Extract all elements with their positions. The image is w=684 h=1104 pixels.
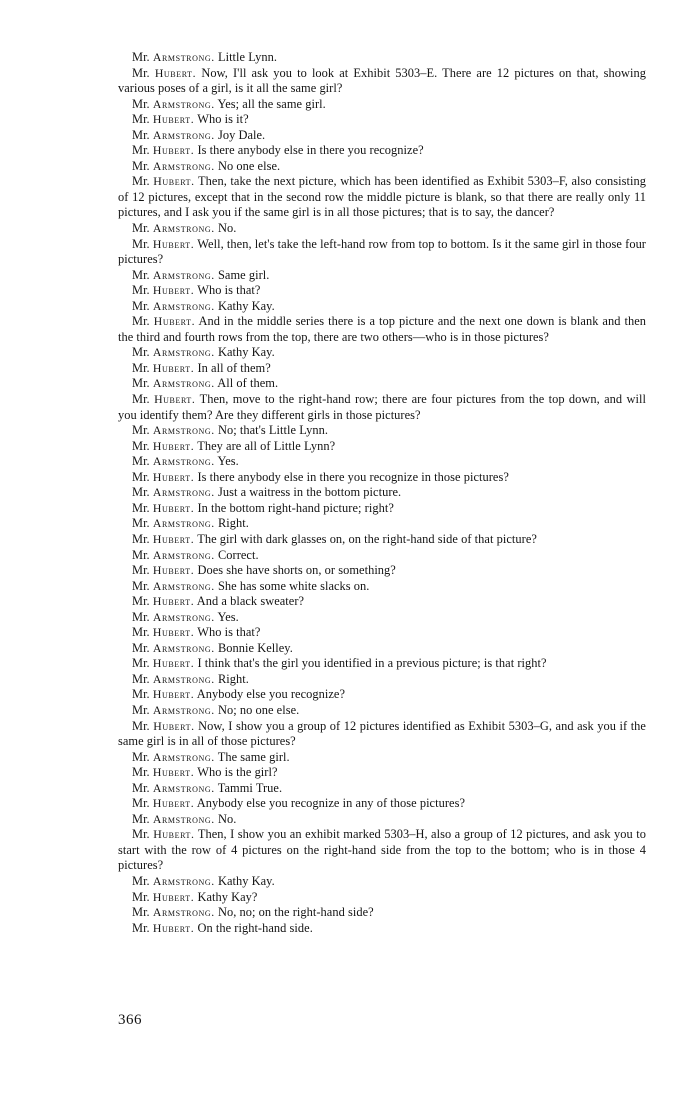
speaker-title: Mr. <box>132 454 150 469</box>
speaker-name: Armstrong. <box>152 749 215 764</box>
speaker-name: Armstrong. <box>152 609 215 624</box>
spoken-text: No; no one else. <box>217 702 300 717</box>
spoken-text: Kathy Kay. <box>217 345 275 360</box>
spoken-text: Correct. <box>217 547 259 562</box>
speaker-title: Mr. <box>132 780 150 795</box>
spoken-text: Kathy Kay. <box>217 873 275 888</box>
testimony-line <box>118 796 646 812</box>
speaker-name: Hubert. <box>152 625 195 640</box>
spoken-text: They are all of Little Lynn? <box>197 438 336 453</box>
speaker-title: Mr. <box>132 267 150 282</box>
speaker-name: Armstrong. <box>152 158 215 173</box>
testimony-line <box>118 703 646 719</box>
speaker-title: Mr. <box>132 516 150 531</box>
testimony-line <box>118 874 646 890</box>
testimony-line <box>118 516 646 532</box>
speaker-name: Hubert. <box>152 594 195 609</box>
speaker-name: Hubert. <box>152 920 195 935</box>
speaker-title: Mr. <box>132 531 150 546</box>
speaker-title: Mr. <box>132 50 150 64</box>
testimony-line <box>118 143 646 159</box>
testimony-line <box>118 905 646 921</box>
spoken-text: Joy Dale. <box>217 127 266 142</box>
speaker-title: Mr. <box>132 873 150 888</box>
speaker-name: Armstrong. <box>152 811 215 826</box>
testimony-line <box>118 812 646 828</box>
spoken-text: In the bottom right-hand picture; right? <box>197 500 394 515</box>
speaker-title: Mr. <box>132 796 150 811</box>
speaker-name: Armstrong. <box>152 376 215 391</box>
speaker-name: Armstrong. <box>152 454 215 469</box>
speaker-name: Armstrong. <box>152 873 215 888</box>
speaker-name: Armstrong. <box>152 640 215 655</box>
testimony-line <box>118 283 646 299</box>
spoken-text: Is there anybody else in there you recognize? <box>197 143 424 158</box>
testimony-line <box>118 376 646 392</box>
spoken-text: The girl with dark glasses on, on the right-hand side of that picture? <box>197 531 537 546</box>
speaker-name: Hubert. <box>152 143 195 158</box>
testimony-line <box>118 97 646 113</box>
speaker-title: Mr. <box>132 671 150 686</box>
spoken-text: Right. <box>217 516 249 531</box>
speaker-name: Armstrong. <box>152 671 215 686</box>
testimony-line <box>118 454 646 470</box>
speaker-name: Hubert. <box>154 65 197 80</box>
speaker-name: Hubert. <box>152 531 195 546</box>
testimony-line <box>118 781 646 797</box>
spoken-text: And in the middle series there is a top picture and the next one down is blank and then the third and fourth rows from the top, there are two others—who is in those pictures? <box>118 314 646 344</box>
testimony-line <box>118 174 646 221</box>
testimony-line <box>118 750 646 766</box>
testimony-line <box>118 594 646 610</box>
speaker-title: Mr. <box>132 143 150 158</box>
testimony-line <box>118 672 646 688</box>
spoken-text: All of them. <box>217 376 279 391</box>
speaker-title: Mr. <box>132 578 150 593</box>
spoken-text: Anybody else you recognize? <box>196 687 346 702</box>
speaker-name: Armstrong. <box>152 345 215 360</box>
spoken-text: She has some white slacks on. <box>217 578 370 593</box>
speaker-title: Mr. <box>132 376 150 391</box>
spoken-text: Who is the girl? <box>197 765 278 780</box>
speaker-title: Mr. <box>132 718 150 733</box>
spoken-text: And a black sweater? <box>196 594 305 609</box>
testimony-line <box>118 610 646 626</box>
testimony-line <box>118 423 646 439</box>
spoken-text: Kathy Kay. <box>217 298 275 313</box>
testimony-line <box>118 579 646 595</box>
spoken-text: Yes. <box>217 609 239 624</box>
speaker-name: Hubert. <box>152 236 195 251</box>
spoken-text: Yes. <box>217 454 239 469</box>
speaker-name: Hubert. <box>152 687 195 702</box>
spoken-text: No, no; on the right-hand side? <box>217 905 374 920</box>
page-number: 366 <box>118 1012 142 1028</box>
speaker-name: Armstrong. <box>152 780 215 795</box>
speaker-name: Hubert. <box>154 392 196 407</box>
spoken-text: Then, I show you an exhibit marked 5303–H, also a group of 12 pictures, and ask you to start with the row of 4 pictures on the right-hand side from the top to the bottom; who is in those 4 pictures? <box>118 827 646 873</box>
testimony-line <box>118 625 646 641</box>
speaker-name: Hubert. <box>152 889 195 904</box>
testimony-line <box>118 890 646 906</box>
speaker-title: Mr. <box>132 314 150 329</box>
spoken-text: Does she have shorts on, or something? <box>197 563 396 578</box>
speaker-name: Hubert. <box>152 656 195 671</box>
spoken-text: Bonnie Kelley. <box>217 640 293 655</box>
testimony-line <box>118 345 646 361</box>
speaker-title: Mr. <box>132 345 150 360</box>
testimony-line <box>118 656 646 672</box>
speaker-title: Mr. <box>132 485 150 500</box>
spoken-text: Who is that? <box>197 625 261 640</box>
spoken-text: On the right-hand side. <box>197 920 313 935</box>
page-body <box>118 50 646 936</box>
spoken-text: Who is it? <box>197 112 249 127</box>
spoken-text: Anybody else you recognize in any of those pictures? <box>196 796 465 811</box>
speaker-title: Mr. <box>132 811 150 826</box>
spoken-text: Right. <box>217 671 249 686</box>
speaker-title: Mr. <box>132 625 150 640</box>
testimony-line <box>118 501 646 517</box>
speaker-title: Mr. <box>132 594 150 609</box>
testimony-line <box>118 641 646 657</box>
testimony-line <box>118 392 646 423</box>
testimony-line <box>118 765 646 781</box>
testimony-line <box>118 159 646 175</box>
spoken-text: In all of them? <box>197 360 271 375</box>
speaker-name: Hubert. <box>152 438 195 453</box>
testimony-line <box>118 221 646 237</box>
spoken-text: No. <box>217 811 237 826</box>
speaker-title: Mr. <box>132 889 150 904</box>
speaker-title: Mr. <box>132 500 150 515</box>
speaker-name: Armstrong. <box>152 96 215 111</box>
speaker-title: Mr. <box>132 112 150 127</box>
speaker-name: Hubert. <box>153 827 195 842</box>
testimony-line <box>118 112 646 128</box>
speaker-name: Hubert. <box>152 500 195 515</box>
testimony-line <box>118 268 646 284</box>
testimony-line <box>118 439 646 455</box>
spoken-text: Then, take the next picture, which has been identified as Exhibit 5303–F, also consisting of 12 pictures, except that in the second row the middle picture is blank, so that there are really only 11 pictures, and I ask you if the same girl is in all those pictures; that is to say, the dancer? <box>118 174 646 220</box>
speaker-title: Mr. <box>132 547 150 562</box>
speaker-name: Armstrong. <box>152 127 215 142</box>
speaker-title: Mr. <box>132 236 150 251</box>
testimony-line <box>118 361 646 377</box>
testimony-transcript <box>118 50 646 936</box>
speaker-name: Armstrong. <box>152 702 215 717</box>
speaker-title: Mr. <box>132 702 150 717</box>
testimony-line <box>118 128 646 144</box>
speaker-title: Mr. <box>132 687 150 702</box>
speaker-title: Mr. <box>132 298 150 313</box>
speaker-name: Hubert. <box>153 314 196 329</box>
speaker-title: Mr. <box>132 656 150 671</box>
speaker-title: Mr. <box>132 392 150 407</box>
speaker-title: Mr. <box>132 905 150 920</box>
spoken-text: Then, move to the right-hand row; there are four pictures from the top down, and will you identify them? Are they different girls in those pictures? <box>118 392 646 422</box>
speaker-name: Hubert. <box>152 360 195 375</box>
speaker-name: Armstrong. <box>152 905 215 920</box>
speaker-name: Hubert. <box>152 796 195 811</box>
spoken-text: Same girl. <box>217 267 270 282</box>
testimony-line <box>118 485 646 501</box>
spoken-text: I think that's the girl you identified in a previous picture; is that right? <box>197 656 547 671</box>
spoken-text: Now, I'll ask you to look at Exhibit 5303–E. There are 12 pictures on that, showing various poses of a girl, is it all the same girl? <box>118 65 646 96</box>
speaker-title: Mr. <box>132 609 150 624</box>
speaker-name: Armstrong. <box>152 547 215 562</box>
speaker-title: Mr. <box>132 827 150 842</box>
speaker-name: Hubert. <box>153 718 195 733</box>
speaker-title: Mr. <box>132 65 150 80</box>
testimony-line <box>118 50 646 66</box>
speaker-title: Mr. <box>132 765 150 780</box>
speaker-title: Mr. <box>132 423 150 438</box>
spoken-text: Kathy Kay? <box>197 889 258 904</box>
speaker-name: Armstrong. <box>152 267 215 282</box>
spoken-text: Just a waitress in the bottom picture. <box>217 485 402 500</box>
speaker-title: Mr. <box>132 158 150 173</box>
speaker-name: Armstrong. <box>152 578 215 593</box>
testimony-line <box>118 827 646 874</box>
testimony-line <box>118 687 646 703</box>
testimony-line <box>118 299 646 315</box>
speaker-name: Hubert. <box>153 174 195 189</box>
testimony-line <box>118 314 646 345</box>
speaker-name: Hubert. <box>152 563 195 578</box>
speaker-name: Hubert. <box>152 283 195 298</box>
speaker-title: Mr. <box>132 920 150 935</box>
speaker-name: Armstrong. <box>152 423 215 438</box>
spoken-text: Now, I show you a group of 12 pictures identified as Exhibit 5303–G, and ask you if the same girl is in all of those pictures? <box>118 718 646 749</box>
speaker-title: Mr. <box>132 174 150 189</box>
speaker-name: Hubert. <box>152 469 195 484</box>
testimony-line <box>118 921 646 937</box>
testimony-line <box>118 719 646 750</box>
speaker-name: Armstrong. <box>152 221 215 236</box>
speaker-name: Armstrong. <box>152 50 215 64</box>
speaker-title: Mr. <box>132 96 150 111</box>
speaker-name: Hubert. <box>152 112 195 127</box>
spoken-text: Yes; all the same girl. <box>217 96 326 111</box>
speaker-title: Mr. <box>132 438 150 453</box>
speaker-name: Hubert. <box>152 765 195 780</box>
testimony-line <box>118 66 646 97</box>
speaker-title: Mr. <box>132 360 150 375</box>
testimony-line <box>118 563 646 579</box>
speaker-title: Mr. <box>132 221 150 236</box>
testimony-line <box>118 470 646 486</box>
spoken-text: No one else. <box>217 158 281 173</box>
speaker-name: Armstrong. <box>152 516 215 531</box>
speaker-title: Mr. <box>132 749 150 764</box>
speaker-title: Mr. <box>132 283 150 298</box>
spoken-text: No. <box>217 221 237 236</box>
testimony-line <box>118 532 646 548</box>
testimony-line <box>118 237 646 268</box>
spoken-text: Well, then, let's take the left-hand row from top to bottom. Is it the same girl in those four pictures? <box>118 236 646 267</box>
speaker-name: Armstrong. <box>152 485 215 500</box>
spoken-text: No; that's Little Lynn. <box>217 423 329 438</box>
speaker-title: Mr. <box>132 563 150 578</box>
spoken-text: Who is that? <box>197 283 261 298</box>
spoken-text: Is there anybody else in there you recognize in those pictures? <box>197 469 509 484</box>
spoken-text: Tammi True. <box>217 780 283 795</box>
speaker-name: Armstrong. <box>152 298 215 313</box>
speaker-title: Mr. <box>132 469 150 484</box>
speaker-title: Mr. <box>132 640 150 655</box>
spoken-text: Little Lynn. <box>217 50 278 64</box>
speaker-title: Mr. <box>132 127 150 142</box>
testimony-line <box>118 548 646 564</box>
spoken-text: The same girl. <box>217 749 290 764</box>
